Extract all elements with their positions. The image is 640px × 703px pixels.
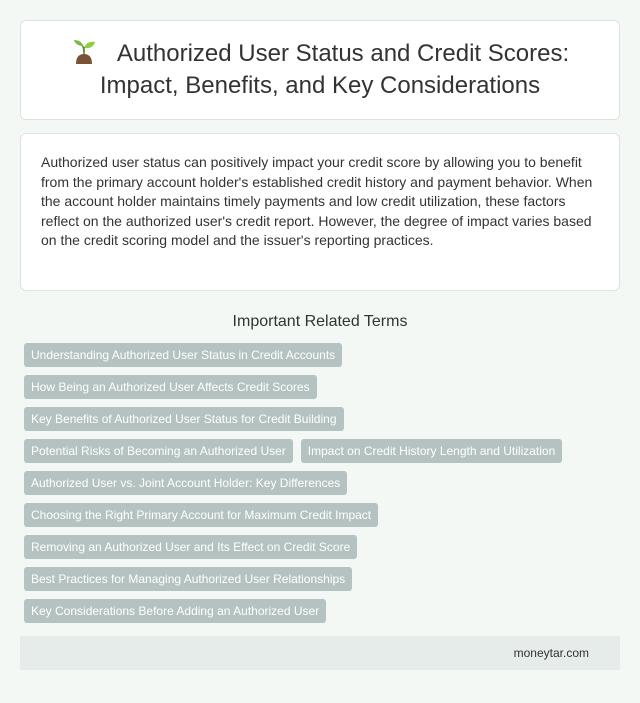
related-term-tag[interactable]: Choosing the Right Primary Account for Maximum Credit Impact xyxy=(24,503,378,527)
related-term-tag[interactable]: Key Benefits of Authorized User Status for Credit Building xyxy=(24,407,344,431)
related-term-tag[interactable]: Impact on Credit History Length and Utilization xyxy=(301,439,562,463)
footer-site[interactable]: moneytar.com xyxy=(513,646,589,660)
related-term-tag[interactable]: Potential Risks of Becoming an Authorized User xyxy=(24,439,293,463)
related-terms-heading: Important Related Terms xyxy=(232,313,408,330)
related-term-tag[interactable]: Understanding Authorized User Status in Credit Accounts xyxy=(24,343,342,367)
related-term-tag[interactable]: Key Considerations Before Adding an Authorized User xyxy=(24,599,326,623)
footer xyxy=(20,636,620,670)
page-title xyxy=(51,38,589,102)
related-term-tag[interactable]: Best Practices for Managing Authorized User Relationships xyxy=(24,567,352,591)
page-title-text: Authorized User Status and Credit Scores: Impact, Benefits, and Key Considerations xyxy=(99,40,570,99)
title-card xyxy=(20,20,620,120)
related-term-tag[interactable]: Authorized User vs. Joint Account Holder: Key Differences xyxy=(24,471,347,495)
related-terms-list xyxy=(20,343,620,631)
intro-text: Authorized user status can positively impact your credit score by allowing you to benefit from the primary account holder's established credit history and payment behavior. When the account holder maintains timely payments and low credit utilization, these factors reflect on the authorized user's credit report. However, the degree of impact varies based on the credit scoring model and the issuer's reporting practices. xyxy=(41,154,593,248)
intro-card xyxy=(20,133,620,291)
related-term-tag[interactable]: How Being an Authorized User Affects Credit Scores xyxy=(24,375,317,399)
sprout-icon xyxy=(71,38,97,64)
related-term-tag[interactable]: Removing an Authorized User and Its Effect on Credit Score xyxy=(24,535,357,559)
